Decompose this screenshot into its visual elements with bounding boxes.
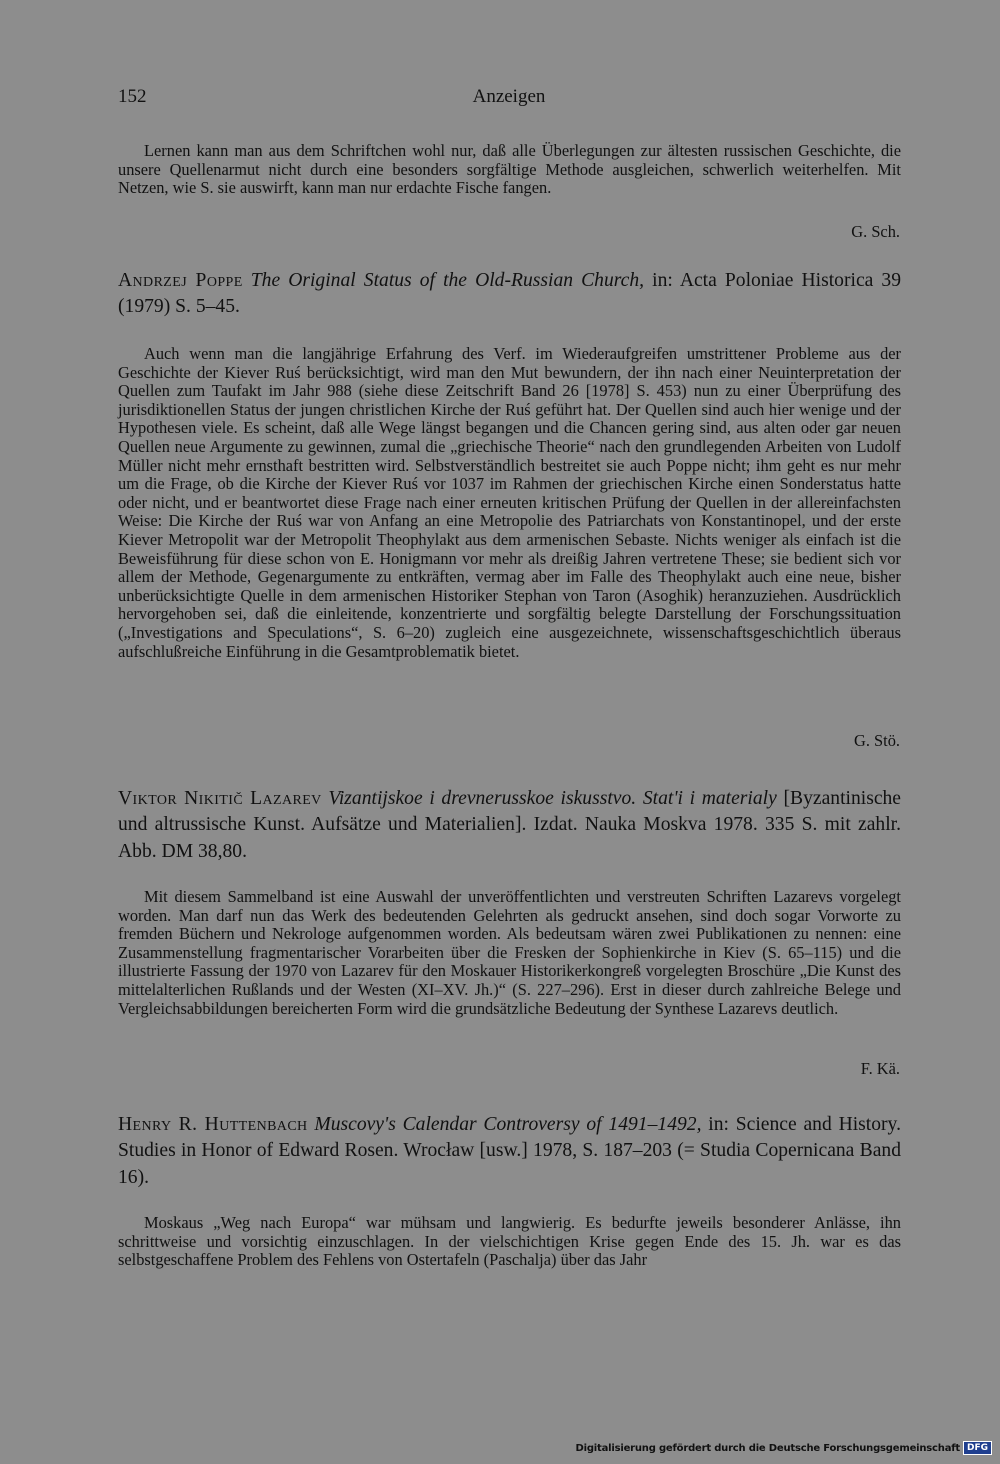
footer-credit: Digitalisierung gefördert durch die Deutsche Forschungsgemeinschaft: [575, 1442, 960, 1454]
book-author: Henry R. Huttenbach: [118, 1114, 308, 1135]
dfg-logo: DFG: [963, 1441, 992, 1455]
reviewer-signature: G. Stö.: [854, 731, 900, 750]
reviewer-signature: G. Sch.: [851, 222, 900, 241]
book-title: Muscovy's Calendar Controversy of 1491–1492,: [314, 1114, 702, 1135]
bibliographic-entry: [118, 1112, 901, 1191]
book-title: The Original Status of the Old-Russian Church,: [250, 270, 645, 291]
review-paragraph: Lernen kann man aus dem Schriftchen wohl nur, daß alle Überlegungen zur ältesten russischen Geschichte, die unsere Quellenarmut nicht durch eine besonders sorgfältige Methode ausgleichen, schwerlich weiterhelfen. Mit Netzen, wie S. sie auswirft, kann man nur erdachte Fische fangen.: [118, 141, 901, 198]
book-details: in: Acta Poloniae Historica 39 (1979) S. 5–45.: [118, 270, 901, 318]
bibliographic-entry: [118, 268, 901, 321]
review-paragraph: Mit diesem Sammelband ist eine Auswahl der unveröffentlichten und verstreuten Schriften Lazarevs vorgelegt worden. Man darf nun das Werk des bedeutenden Gelehrten als gedruckt ansehen, sind doch sogar Vorworte zu fremden Büchern und Nekrologe aufgenommen worden. Als bedeutsam wären zwei Publikationen zu nennen: eine Zusammenstellung fragmentarischer Vorarbeiten über die Fresken der Sophienkirche in Kiev (S. 65–115) und die illustrierte Fassung der 1970 von Lazarev für den Moskauer Historikerkongreß vorgelegten Broschüre „Die Kunst des mittelalterlichen Rußlands und der Westen (XI–XV. Jh.)“ (S. 227–296). Erst in dieser durch zahlreiche Belege und Vergleichsabbildungen bereicherten Form wird die grundsätzliche Bedeutung der Synthese Lazarevs deutlich.: [118, 887, 901, 1018]
book-author: Andrzej Poppe: [118, 270, 243, 291]
review-3-body: [118, 888, 901, 1018]
book-details: in: Science and History. Studies in Honor of Edward Rosen. Wrocław [usw.] 1978, S. 187–203 (= Studia Copernicana Band 16).: [118, 1114, 901, 1188]
bibliographic-entry: [118, 786, 901, 865]
reviewer-signature: F. Kä.: [860, 1059, 900, 1078]
digitization-footer: [576, 1440, 993, 1456]
book-title: Vizantijskoe i drevnerusskoe iskusstvo. Stat'i i materialy: [328, 788, 777, 809]
page-number: 152: [118, 86, 147, 107]
review-4-body: [118, 1214, 901, 1270]
review-paragraph: Moskaus „Weg nach Europa“ war mühsam und langwierig. Es bedurfte jeweils besonderer Anlässe, ihn schrittweise und vorsichtig einzuschlagen. In der vielschichtigen Krise gegen Ende des 15. Jh. war es das selbstgeschaffene Problem des Fehlens von Ostertafeln (Paschalja) über das Jahr: [118, 1213, 901, 1270]
review-1-body: [118, 142, 901, 198]
book-details: [Byzantinische und altrussische Kunst. Aufsätze und Materialien]. Izdat. Nauka Moskva 1978. 335 S. mit zahlr. Abb. DM 38,80.: [118, 788, 902, 862]
book-author: Viktor Nikitič Lazarev: [118, 788, 322, 809]
review-paragraph: Auch wenn man die langjährige Erfahrung des Verf. im Wiederaufgreifen umstrittener Probleme aus der Geschichte der Kiever Ruś berücksichtigt, wird man den Mut bewundern, der ihn nach einer Neuinterpretation der Quellen zum Taufakt im Jahr 988 (siehe diese Zeitschrift Band 26 [1978] S. 453) nun zu einer Überprüfung des jurisdiktionellen Status der jungen christlichen Kirche der Ruś geführt hat. Der Quellen sind auch hier wenige und der Hypothesen viele. Es scheint, daß alle Wege längst begangen und die Chancen gering sind, aus alten oder gar neuen Quellen neue Argumente zu gewinnen, zumal die „griechische Theorie“ nach den grundlegenden Arbeiten von Ludolf Müller nicht mehr ernsthaft bestritten wird. Selbstverständlich bestreitet sie auch Poppe nicht; ihm geht es nur mehr um die Frage, ob die Kirche der Kiever Ruś vor 1037 im Rahmen der griechischen Kirche einen Sonderstatus hatte oder nicht, und er beantwortet diese Frage nach einer erneuten kritischen Prüfung der Quellen in der allereinfachsten Weise: Die Kirche der Ruś war von Anfang an eine Metropolie des Patriarchats von Konstantinopel, und der erste Kiever Metropolit war der Metropolit Theophylakt aus dem armenischen Sebaste. Nichts weniger als einfach ist die Beweisführung für diese schon von E. Honigmann vor mehr als dreißig Jahren vertretene These; sie bedient sich vor allem der Methode, Gegenargumente zu entkräften, vermag aber im Falle des Theophylakt auch eine neue, bisher unberücksichtigte Quelle in dem armenischen Historiker Stephan von Taron (Asoghik) heranzuziehen. Ausdrücklich hervorgehoben sei, daß die einleitende, konzentrierte und sorgfältig belegte Darstellung der Forschungssituation („Investigations and Speculations“, S. 6–20) zugleich eine ausgezeichnete, wissenschaftsgeschichtlich überaus aufschlußreiche Einführung in die Gesamtproblematik bietet.: [118, 344, 901, 661]
page-header: [118, 86, 900, 112]
review-2-body: [118, 345, 901, 661]
running-title: Anzeigen: [472, 86, 546, 107]
